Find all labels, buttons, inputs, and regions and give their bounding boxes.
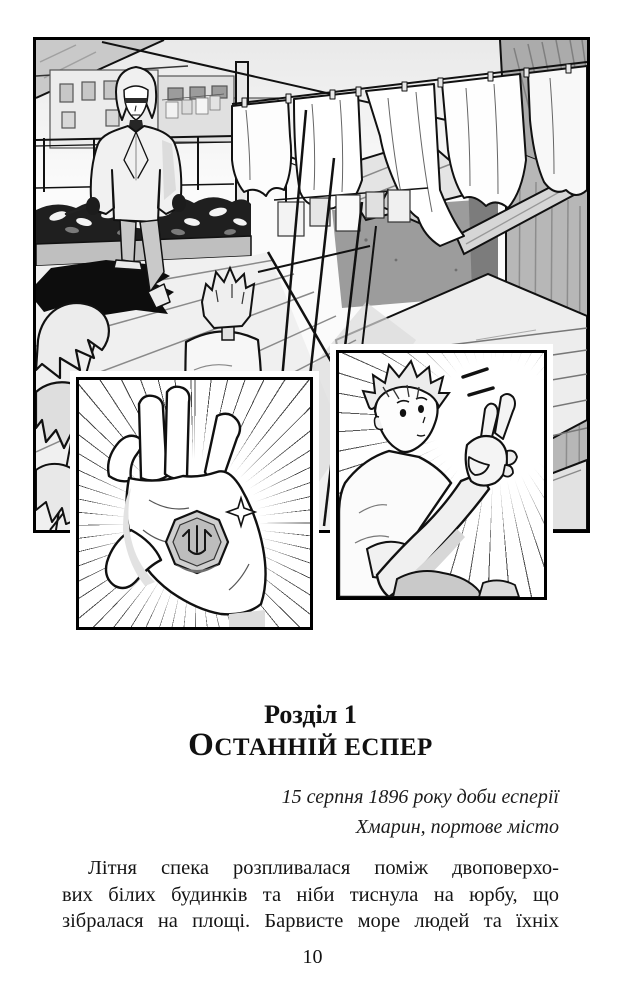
dateline-line-1: 15 серпня 1896 року доби есперії	[281, 786, 559, 808]
hip	[479, 580, 519, 597]
surprise-marks	[463, 369, 493, 395]
raised-hand	[466, 394, 517, 486]
right-eye	[418, 405, 424, 413]
waistband	[393, 571, 481, 597]
chapter-title: ОСТАННІЙ ЕСПЕР	[188, 727, 433, 763]
page-number: 10	[302, 946, 323, 968]
chapter-kicker: Розділ 1	[264, 700, 357, 729]
paragraph-line: Літня спека розпливалася поміж двоповерхо-	[88, 857, 559, 879]
startled-boy-art	[339, 353, 544, 597]
body-paragraph	[62, 855, 559, 935]
panel-startled-boy	[336, 350, 547, 600]
hand-coin-art	[79, 380, 310, 627]
left-eye	[400, 409, 406, 417]
dateline-line-2: Хмарин, портове місто	[355, 816, 559, 838]
paragraph-line: вих білих будинків та ніби тиснула на юрбу, що	[62, 883, 559, 906]
paragraph-line: зібралася на площі. Барвисте море людей та їхніх	[62, 910, 559, 932]
dateline	[62, 782, 559, 842]
panel-coin-closeup	[76, 377, 313, 630]
coin-medallion	[166, 511, 228, 573]
boy-head	[363, 361, 449, 452]
